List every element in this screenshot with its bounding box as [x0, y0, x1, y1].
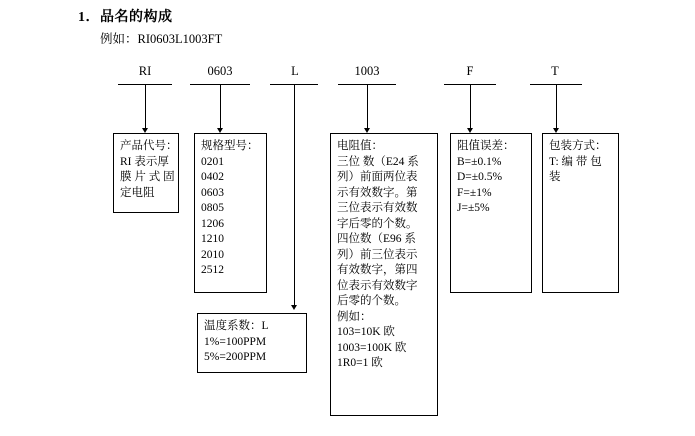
size-type-line-3: 0603 — [201, 186, 224, 199]
resistance-line-6: 四位数（E96 系 — [337, 233, 416, 245]
size-type-line-5: 1206 — [201, 217, 224, 230]
resistance-line-5: 字后零的个数。 — [337, 217, 418, 230]
code-label-tolerance: F — [466, 64, 474, 78]
connector-tolerance — [470, 84, 471, 129]
tolerance-line-1: B=±0.1% — [457, 155, 502, 168]
code-label-size: 0603 — [207, 64, 233, 78]
example-line — [100, 29, 222, 47]
box-tolerance — [450, 133, 532, 293]
connector-value — [367, 84, 368, 129]
resistance-line-4: 三位表示有效数 — [337, 202, 418, 214]
arrow-tempco — [291, 305, 297, 310]
connector-size — [220, 84, 221, 129]
tolerance-line-0: 阻值误差： — [457, 140, 515, 152]
example-value: RI0603L1003FT — [137, 32, 223, 46]
product-code-line-1: RI 表示厚 — [120, 155, 169, 168]
section-title: 品名的构成 — [100, 10, 173, 25]
resistance-line-10: 后零的个数。 — [337, 295, 406, 307]
code-label-packaging: T — [551, 64, 559, 78]
connector-tempco — [294, 84, 295, 306]
resistance-line-11: 例如： — [337, 310, 372, 323]
product-code-line-3: 定电阻 — [120, 186, 155, 199]
box-temperature-coefficient — [197, 313, 307, 373]
code-label-tempco: L — [291, 64, 299, 78]
tempco-line-1: 1%=100PPM — [204, 335, 267, 348]
box-resistance-value — [330, 133, 438, 416]
resistance-line-3: 示有效数字。第 — [337, 186, 418, 199]
product-code-line-2: 膜 片 式 固 — [120, 171, 175, 183]
resistance-line-8: 有效数字，第四 — [337, 264, 418, 276]
resistance-line-14: 1R0=1 欧 — [337, 357, 383, 369]
example-label: 例如： — [100, 32, 138, 46]
resistance-line-13: 1003=100K 欧 — [337, 341, 407, 354]
box-size-type — [194, 133, 267, 293]
box-product-code — [113, 133, 179, 213]
resistance-line-1: 三位 数（E24 系 — [337, 155, 419, 168]
section-number: 1． — [78, 10, 100, 25]
connector-packaging — [556, 84, 557, 129]
tolerance-line-2: D=±0.5% — [457, 171, 503, 183]
size-type-line-2: 0402 — [201, 171, 224, 183]
resistance-line-0: 电阻值： — [337, 140, 383, 152]
tempco-line-0: 温度系数：L — [204, 320, 269, 332]
packaging-line-0: 包装方式： — [549, 140, 607, 152]
section-heading — [78, 6, 173, 26]
tempco-line-2: 5%=200PPM — [204, 351, 267, 363]
tolerance-line-4: J=±5% — [457, 202, 490, 214]
resistance-line-9: 位表示有效数字 — [337, 279, 418, 292]
resistance-line-7: 列）前三位表示 — [337, 248, 418, 261]
connector-ri — [145, 84, 146, 129]
packaging-line-2: 装 — [549, 171, 561, 183]
product-code-line-0: 产品代号： — [120, 140, 178, 152]
resistance-line-12: 103=10K 欧 — [337, 326, 395, 338]
size-type-line-1: 0201 — [201, 155, 224, 168]
code-label-ri: RI — [138, 64, 152, 78]
size-type-line-6: 1210 — [201, 233, 224, 245]
size-type-line-0: 规格型号： — [201, 140, 259, 152]
box-packaging — [542, 133, 619, 293]
code-label-value: 1003 — [354, 64, 380, 78]
packaging-line-1: T: 编 带 包 — [549, 155, 602, 168]
size-type-line-7: 2010 — [201, 248, 224, 261]
size-type-line-4: 0805 — [201, 202, 224, 214]
tolerance-line-3: F=±1% — [457, 186, 492, 199]
size-type-line-8: 2512 — [201, 264, 224, 276]
resistance-line-2: 列）前面两位表 — [337, 171, 418, 183]
